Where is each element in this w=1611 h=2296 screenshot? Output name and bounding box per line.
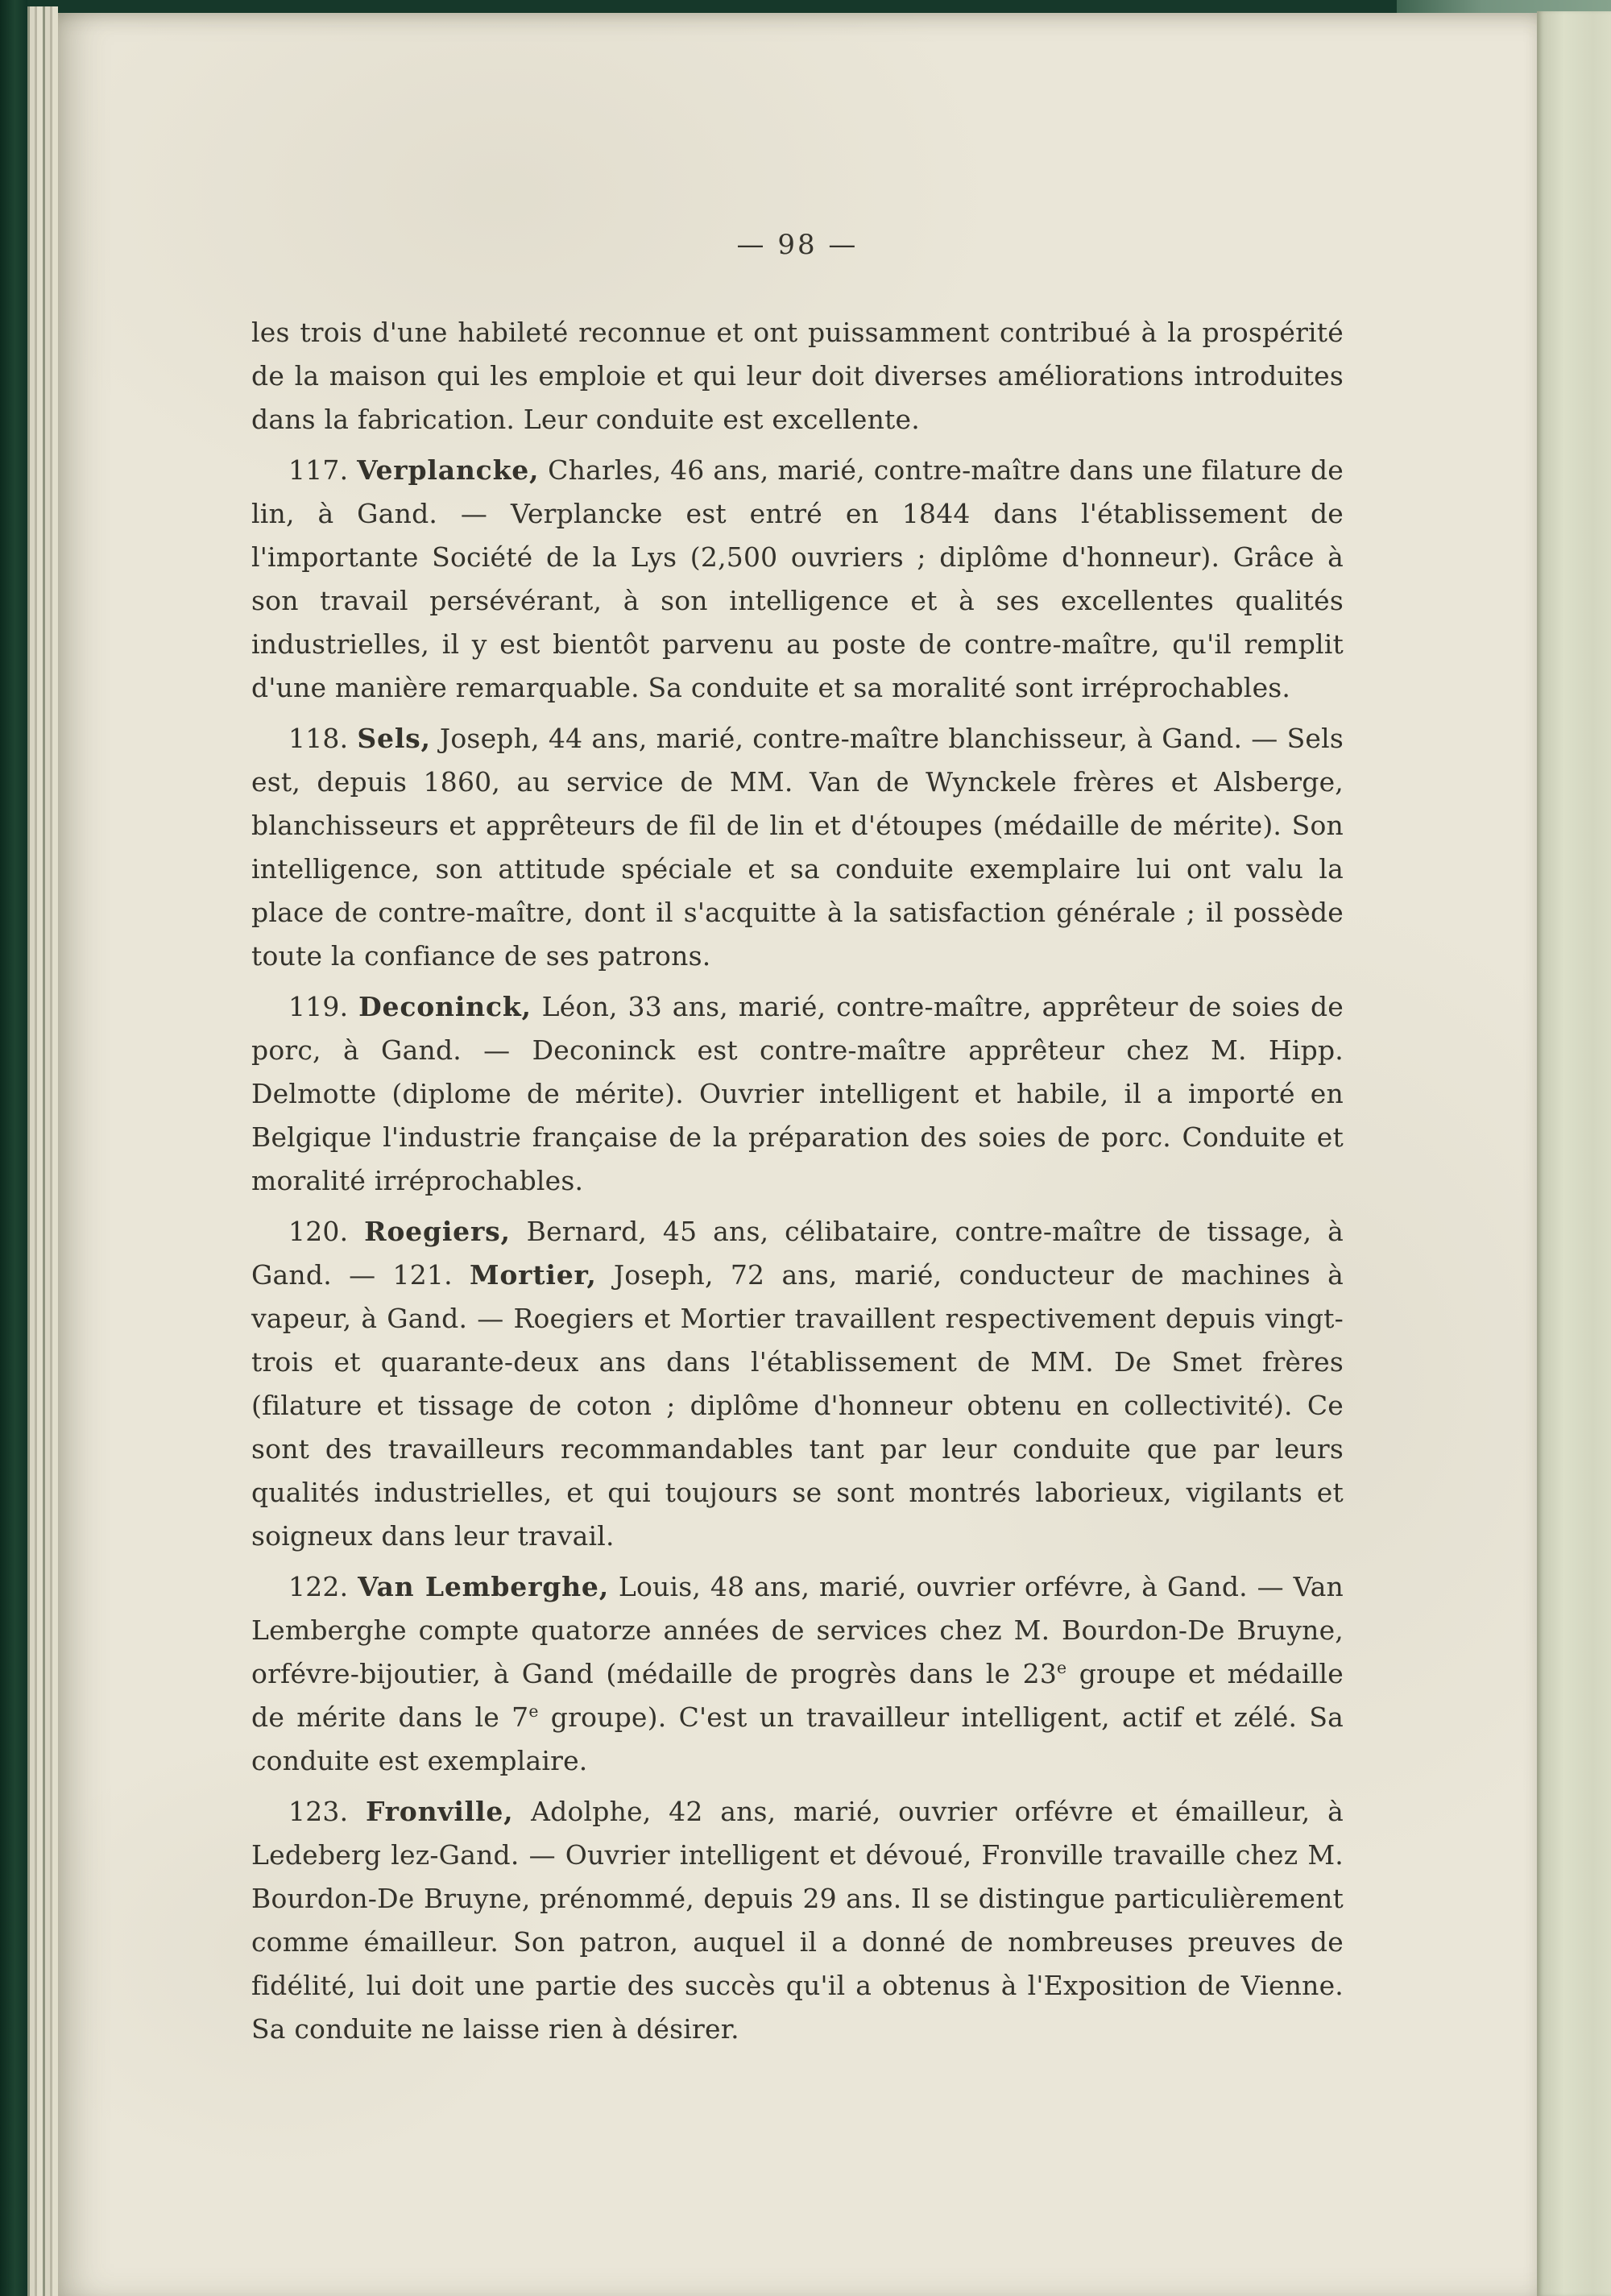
text-segment: groupe et médaille de mérite dans le 7 bbox=[251, 1658, 1344, 1733]
paragraph bbox=[251, 717, 1344, 978]
paragraph bbox=[251, 1565, 1344, 1783]
paragraph bbox=[251, 985, 1344, 1203]
text-segment: 122. bbox=[288, 1571, 358, 1602]
text-segment: 119. bbox=[288, 991, 359, 1022]
text-segment: Adolphe, 42 ans, marié, ouvrier orfévre et émailleur, à Ledeberg lez-Gand. — Ouvrier intelligent et dévoué, Fronville travaille chez M. Bourdon-De Bruyne, prénommé, depuis 29 ans. Il se distingue particulièrement comme émailleur. Son patron, auquel il a donné de nombreuses preuves de fidélité, lui doit une partie des succès qu'il a obtenus à l'Exposition de Vienne. Sa conduite ne laisse rien à désirer. bbox=[251, 1796, 1344, 2045]
entry-name: Fronville, bbox=[365, 1796, 514, 1827]
superscript: e bbox=[1057, 1658, 1067, 1677]
entry-name: Roegiers, bbox=[364, 1216, 511, 1247]
right-page-edge bbox=[1537, 11, 1611, 2296]
entry-name: Verplancke, bbox=[357, 454, 540, 486]
text-segment: 120. bbox=[288, 1216, 365, 1247]
paragraph bbox=[251, 449, 1344, 710]
text-segment: groupe). C'est un travailleur intelligent, actif et zélé. Sa conduite est exemplaire. bbox=[251, 1701, 1344, 1776]
text-segment: Charles, 46 ans, marié, contre-maître dans une filature de lin, à Gand. — Verplancke est entré en 1844 dans l'établissement de l'importante Société de la Lys (2,500 ouvriers ; diplôme d'honneur). Grâce à son travail persévérant, à son intelligence et à ses excellentes qualités industrielles, il y est bientôt parvenu au poste de contre-maître, qu'il remplit d'une manière remarquable. Sa conduite et sa moralité sont irréprochables. bbox=[251, 454, 1344, 703]
text-segment: 123. bbox=[288, 1796, 366, 1827]
book-spine bbox=[0, 0, 27, 2296]
text-segment: Joseph, 72 ans, marié, conducteur de machines à vapeur, à Gand. — Roegiers et Mortier travaillent respectivement depuis vingt-trois et quarante-deux ans dans l'établissement de MM. De Smet frères (filature et tissage de coton ; diplôme d'honneur obtenu en collectivité). Ce sont des travailleurs recommandables tant par leur conduite que par leurs qualités industrielles, et qui toujours se sont montrés laborieux, vigilants et soigneux dans leur travail. bbox=[251, 1259, 1344, 1552]
text-segment: Léon, 33 ans, marié, contre-maître, apprêteur de soies de porc, à Gand. — Deconinck est contre-maître apprêteur chez M. Hipp. Delmotte (diplome de mérite). Ouvrier intelligent et habile, il a importé en Belgique l'industrie française de la préparation des soies de porc. Conduite et moralité irréprochables. bbox=[251, 991, 1344, 1196]
paragraph bbox=[251, 311, 1344, 441]
text-segment: Louis, 48 ans, marié, ouvrier orfévre, à Gand. — Van Lemberghe compte quatorze années de services chez M. Bourdon-De Bruyne, orfévre-bijoutier, à Gand (médaille de progrès dans le 23 bbox=[251, 1571, 1344, 1689]
book-page bbox=[58, 13, 1537, 2296]
paragraph bbox=[251, 1790, 1344, 2051]
paragraph bbox=[251, 1210, 1344, 1558]
entry-name: Deconinck, bbox=[358, 991, 532, 1022]
left-page-edges bbox=[27, 6, 58, 2296]
text-segment: Bernard, 45 ans, célibataire, contre-maître de tissage, à Gand. — 121. bbox=[251, 1216, 1344, 1291]
text-segment: les trois d'une habileté reconnue et ont puissamment contribué à la prospérité de la maison qui les emploie et qui leur doit diverses améliorations introduites dans la fabrication. Leur conduite est excellente. bbox=[251, 317, 1344, 435]
page-number: — 98 — bbox=[736, 229, 859, 261]
text-segment: Joseph, 44 ans, marié, contre-maître blanchisseur, à Gand. — Sels est, depuis 1860, au service de MM. Van de Wynckele frères et Alsberge, blanchisseurs et apprêteurs de fil de lin et d'étoupes (médaille de mérite). Son intelligence, son attitude spéciale et sa conduite exemplaire lui ont valu la place de contre-maître, dont il s'acquitte à la satisfaction générale ; il possède toute la confiance de ses patrons. bbox=[251, 723, 1344, 972]
text-segment: 118. bbox=[288, 723, 358, 754]
superscript: e bbox=[528, 1701, 539, 1721]
entry-name: Mortier, bbox=[470, 1259, 597, 1291]
entry-name: Van Lemberghe, bbox=[358, 1571, 610, 1602]
entry-name: Sels, bbox=[357, 723, 431, 754]
text-block bbox=[251, 311, 1344, 2051]
text-segment: 117. bbox=[288, 454, 358, 486]
